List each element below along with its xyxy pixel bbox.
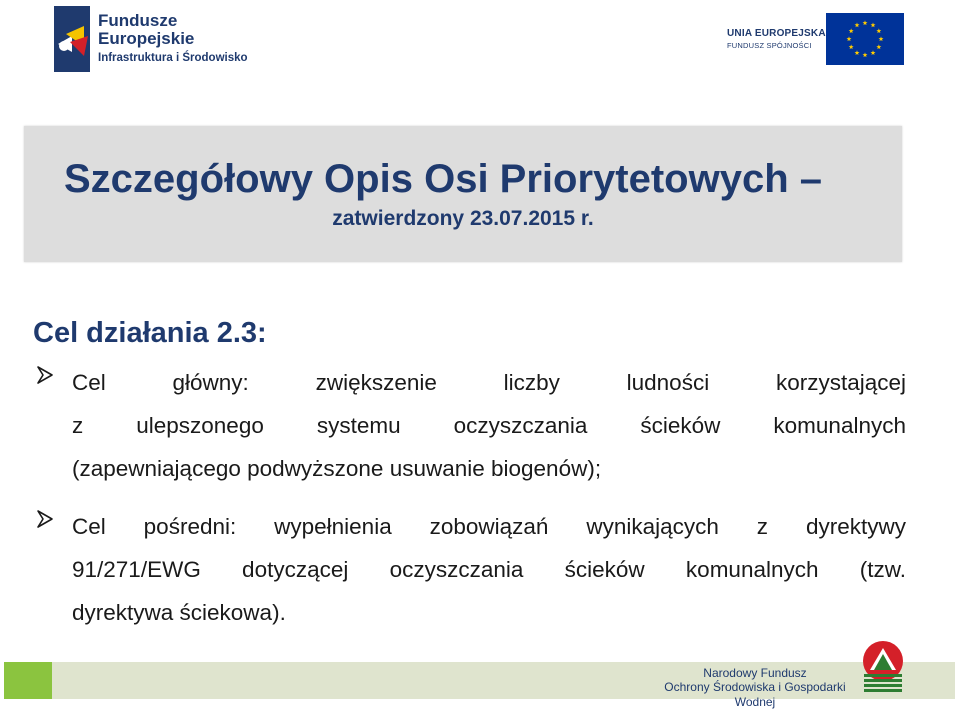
page-title: Szczegółowy Opis Osi Priorytetowych – (64, 157, 822, 201)
bullet-line: dyrektywa ściekowa). (72, 600, 286, 625)
eu-flag-icon (826, 13, 904, 65)
bullet-line: Cel pośredni: wypełnienia zobowiązań wynikających z dyrektywy (72, 514, 906, 539)
fe-logo-line2: Europejskie (98, 29, 195, 48)
nf-logo-line1: Narodowy Fundusz (703, 666, 807, 680)
bullet-line: Cel główny: zwiększenie liczby ludności korzystającej (72, 370, 906, 395)
title-box (24, 126, 902, 262)
bullet-line: 91/271/EWG dotyczącej oczyszczania ścieków komunalnych (tzw. (72, 557, 906, 582)
fundusze-europejskie-mark-icon (54, 6, 90, 72)
nfosigw-logo-text (650, 666, 860, 710)
page-subtitle: zatwierdzony 23.07.2015 r. (332, 207, 594, 230)
bullet-item-main-goal (36, 361, 906, 490)
nf-logo-line2: Ochrony Środowiska i Gospodarki Wodnej (664, 680, 846, 709)
bullet-item-intermediate-goal (36, 505, 906, 634)
bullet-line: (zapewniającego podwyższone usuwanie biogenów); (72, 456, 602, 481)
fe-logo-line1: Fundusze (98, 11, 178, 30)
fundusze-europejskie-logo (54, 6, 254, 72)
section-heading: Cel działania 2.3: (33, 317, 267, 349)
nfosigw-logo-icon (858, 640, 908, 698)
arrow-bullet-icon (36, 509, 54, 529)
eu-logo-line2: FUNDUSZ SPÓJNOŚCI (727, 41, 812, 50)
footer-green-block (4, 662, 52, 699)
unia-europejska-logo (727, 13, 907, 67)
bullet-line: z ulepszonego systemu oczyszczania ścieków komunalnych (72, 413, 906, 438)
eu-logo-line1: UNIA EUROPEJSKA (727, 28, 826, 39)
fe-logo-line3: Infrastruktura i Środowisko (98, 52, 248, 64)
arrow-bullet-icon (36, 365, 54, 385)
